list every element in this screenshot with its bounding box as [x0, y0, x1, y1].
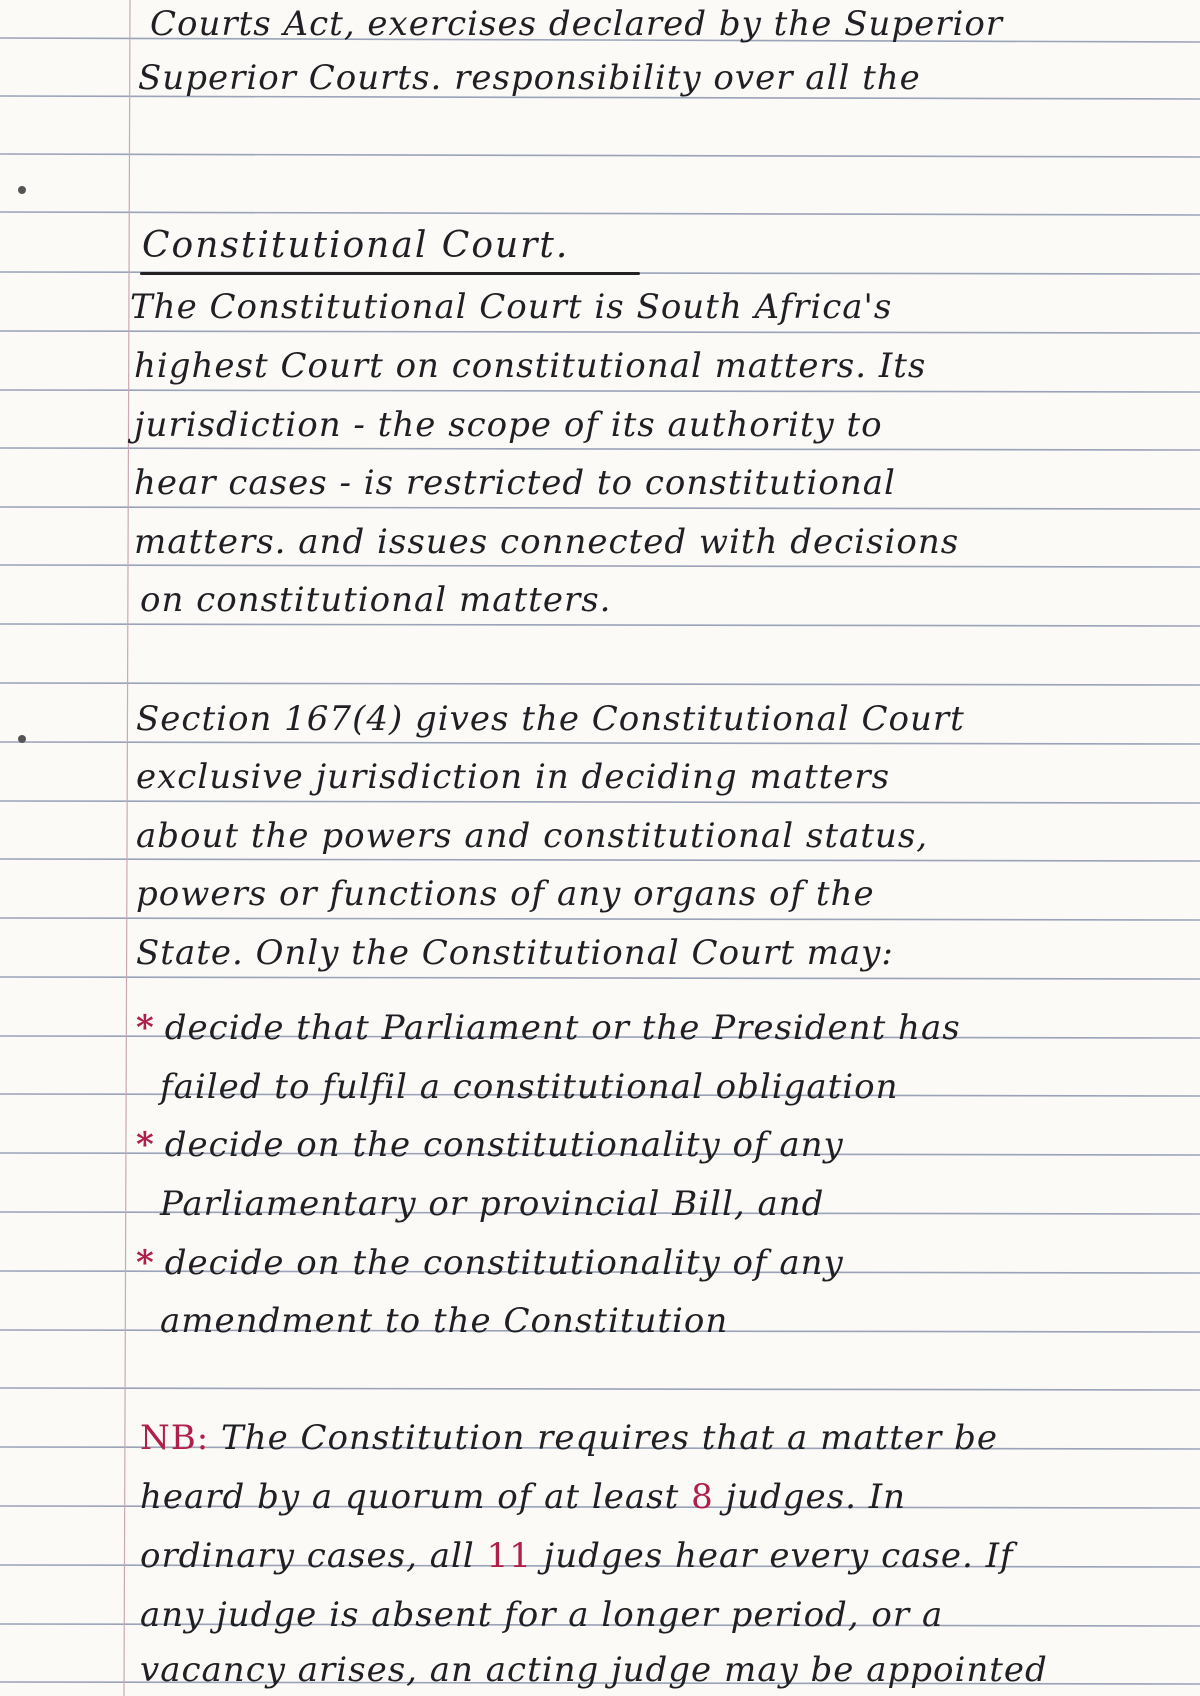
bullet-text: decide on the constitutionality of any — [164, 1125, 844, 1165]
nb-text: judges. In — [725, 1477, 907, 1517]
nb-line — [140, 1536, 1014, 1576]
paragraph1-line: hear cases - is restricted to constitutional — [134, 463, 896, 503]
intro-line: Courts Act, exercises declared by the Superior — [150, 4, 1004, 44]
asterisk-bullet-icon: * — [136, 1008, 155, 1048]
bullet-continuation: amendment to the Constitution — [160, 1301, 729, 1341]
intro-line: Superior Courts. responsibility over all the — [138, 58, 921, 98]
paragraph1-line: highest Court on constitutional matters. Its — [134, 346, 927, 386]
bullet-item — [136, 1125, 844, 1165]
paragraph2-line: about the powers and constitutional status, — [136, 816, 929, 856]
bullet-item — [136, 1243, 844, 1283]
paragraph1-line: jurisdiction - the scope of its authority to — [134, 405, 883, 445]
section-heading: Constitutional Court. — [142, 225, 570, 266]
nb-number: 11 — [486, 1536, 532, 1576]
nb-line: any judge is absent for a longer period, or a — [140, 1595, 944, 1635]
bullet-continuation: failed to fulfil a constitutional obligation — [160, 1067, 899, 1107]
bullet-item — [136, 1008, 961, 1048]
nb-text: heard by a quorum of at least — [140, 1477, 680, 1517]
paragraph2-line: exclusive jurisdiction in deciding matters — [136, 757, 891, 797]
nb-text: ordinary cases, all — [140, 1536, 475, 1576]
nb-text: The Constitution requires that a matter be — [221, 1418, 998, 1458]
paragraph1-line: matters. and issues connected with decisions — [134, 522, 960, 562]
nb-line — [140, 1418, 998, 1458]
nb-number: 8 — [691, 1477, 714, 1517]
nb-label: NB: — [140, 1418, 210, 1458]
nb-text: judges hear every case. If — [543, 1536, 1014, 1576]
paragraph1-line: on constitutional matters. — [140, 580, 612, 620]
heading-underline — [140, 272, 640, 275]
bullet-continuation: Parliamentary or provincial Bill, and — [160, 1184, 825, 1224]
bullet-text: decide that Parliament or the President has — [164, 1008, 961, 1048]
paragraph1-line: The Constitutional Court is South Africa's — [130, 287, 893, 327]
nb-line: vacancy arises, an acting judge may be appointed — [140, 1650, 1048, 1690]
paragraph2-line: powers or functions of any organs of the — [136, 874, 875, 914]
paragraph2-line: Section 167(4) gives the Constitutional Court — [136, 699, 965, 739]
asterisk-bullet-icon: * — [136, 1125, 155, 1165]
nb-line — [140, 1477, 906, 1517]
asterisk-bullet-icon: * — [136, 1243, 155, 1283]
paragraph2-line: State. Only the Constitutional Court may: — [136, 933, 894, 973]
bullet-text: decide on the constitutionality of any — [164, 1243, 844, 1283]
